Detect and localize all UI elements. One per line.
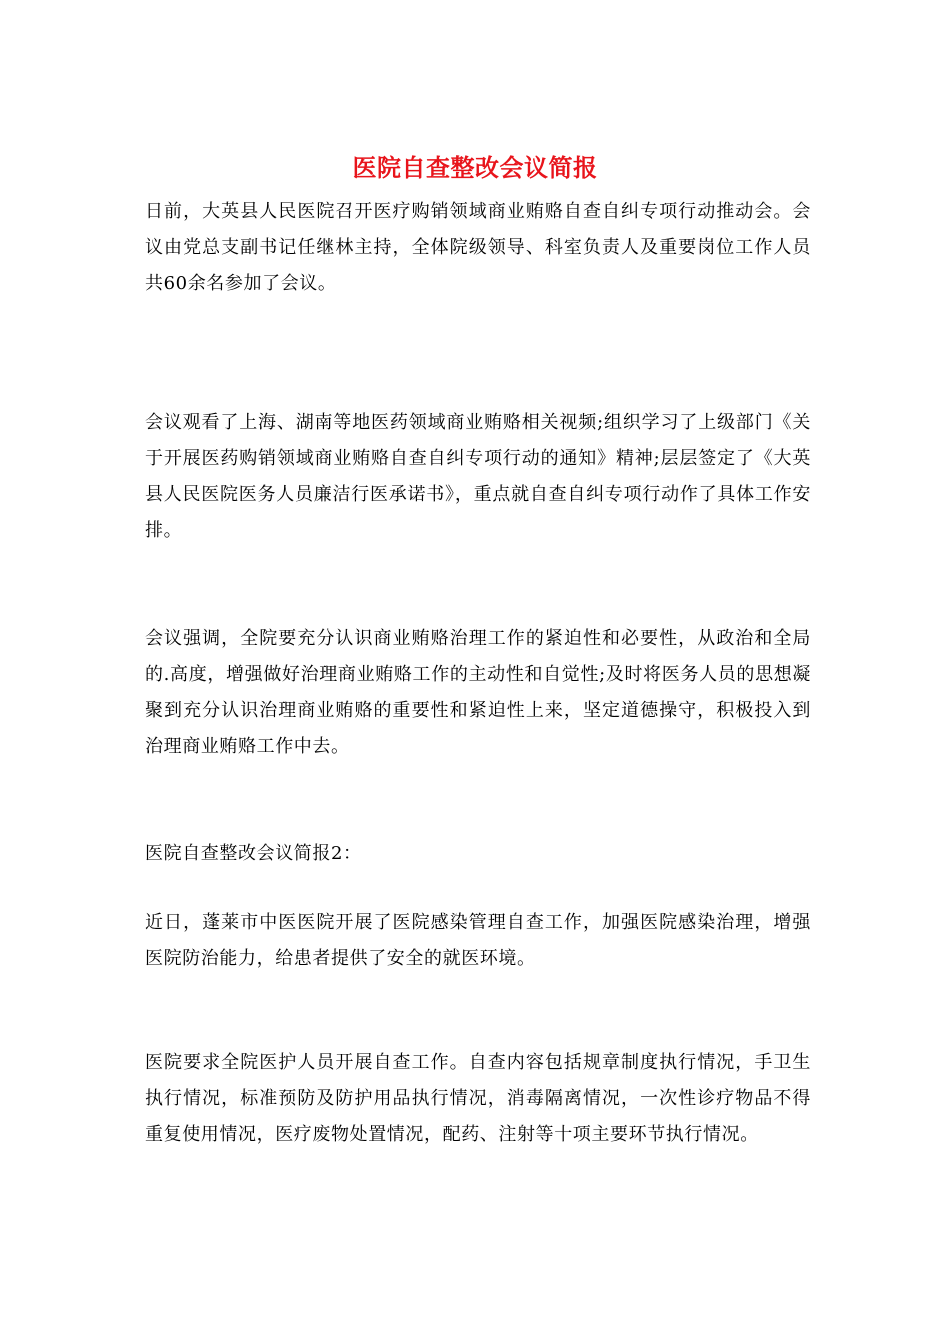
section-heading-2: 医院自查整改会议简报2：: [145, 843, 362, 864]
paragraph-6: 医院要求全院医护人员开展自查工作。自查内容包括规章制度执行情况，手卫生执行情况，标准预防及防护用品执行情况，消毒隔离情况，一次性诊疗物品不得重复使用情况，医疗废物处置情况，配药、注射等十项主要环节执行情况。: [145, 1052, 811, 1145]
paragraph-5: 近日，蓬莱市中医医院开展了医院感染管理自查工作，加强医院感染治理，增强医院防治能力，给患者提供了安全的就医环境。: [145, 912, 811, 969]
document-title: 医院自查整改会议简报: [352, 153, 598, 182]
paragraph-1: 日前，大英县人民医院召开医疗购销领域商业贿赂自查自纠专项行动推动会。会议由党总支副书记任继林主持，全体院级领导、科室负责人及重要岗位工作人员共60余名参加了会议。: [145, 201, 811, 294]
paragraph-2: 会议观看了上海、湖南等地医药领域商业贿赂相关视频;组织学习了上级部门《关于开展医药购销领域商业贿赂自查自纠专项行动的通知》精神;层层签定了《大英县人民医院医务人员廉洁行医承诺书》，重点就自查自纠专项行动作了具体工作安排。: [145, 412, 811, 541]
paragraph-3: 会议强调，全院要充分认识商业贿赂治理工作的紧迫性和必要性，从政治和全局的.高度，增强做好治理商业贿赂工作的主动性和自觉性;及时将医务人员的思想凝聚到充分认识治理商业贿赂的重要性和紧迫性上来，坚定道德操守，积极投入到治理商业贿赂工作中去。: [145, 628, 811, 757]
